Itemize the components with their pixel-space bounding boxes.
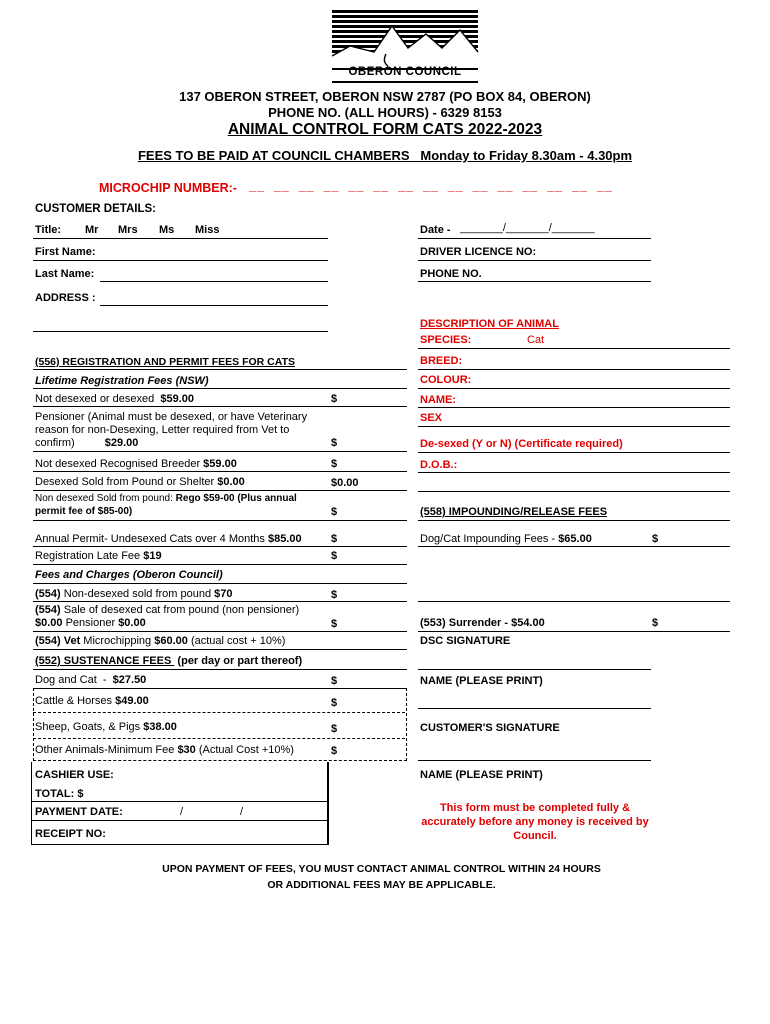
surrender-fee-amount[interactable]: $: [652, 617, 659, 629]
driver-licence-field[interactable]: [418, 260, 651, 261]
fee-554-vet-microchipping: (554) Vet Microchipping $60.00 (actual cost + 10%): [35, 635, 286, 647]
fees-charges-heading: Fees and Charges (Oberon Council): [35, 569, 223, 581]
mountains-logo-icon: [330, 8, 480, 74]
fee-non-desexed-pound-amount[interactable]: $: [331, 506, 338, 518]
fee-dog-cat-sustenance: Dog and Cat - $27.50: [35, 674, 147, 686]
logo-text: OBERON COUNCIL: [348, 66, 462, 78]
fee-breeder-amount[interactable]: $: [331, 458, 338, 470]
payment-date-slash-1: /: [180, 806, 184, 818]
fee-554-non-desexed-amount[interactable]: $: [331, 589, 338, 601]
desexed-label: De-sexed (Y or N) (Certificate required): [420, 438, 623, 450]
fee-554-sale-line2: $0.00 Pensioner $0.00: [35, 617, 146, 629]
cashier-use-heading: CASHIER USE:: [35, 769, 114, 781]
fee-late-registration-amount[interactable]: $: [331, 550, 338, 562]
dsc-name-field[interactable]: [418, 708, 651, 709]
cashier-receipt-label[interactable]: RECEIPT NO:: [35, 828, 106, 840]
council-phone: PHONE NO. (ALL HOURS) - 6329 8153: [268, 105, 502, 120]
species-value: Cat: [527, 334, 545, 346]
breed-field[interactable]: [418, 369, 730, 370]
fee-dog-cat-sustenance-amount[interactable]: $: [331, 675, 338, 687]
fee-sheep-goats-pigs: Sheep, Goats, & Pigs $38.00: [35, 721, 177, 733]
completion-notice: This form must be completed fully & accurately before any money is received by Council.: [421, 802, 649, 842]
fee-pensioner-line3: confirm) $29.00: [35, 437, 139, 449]
title-option-miss[interactable]: Miss: [195, 224, 220, 236]
cashier-total-label[interactable]: TOTAL: $: [35, 788, 84, 800]
microchip-label: MICROCHIP NUMBER:-: [99, 181, 237, 195]
dsc-name-print-label: NAME (PLEASE PRINT): [420, 675, 543, 687]
fee-pensioner-amount[interactable]: $: [331, 437, 338, 449]
footer-line-2: OR ADDITIONAL FEES MAY BE APPLICABLE.: [267, 879, 496, 891]
impounding-heading: (558) IMPOUNDING/RELEASE FEES: [420, 506, 608, 518]
fee-breeder: Not desexed Recognised Breeder $59.00: [35, 458, 237, 470]
sex-field[interactable]: [418, 426, 730, 427]
fee-non-desexed-pound-line1: Non desexed Sold from pound: Rego $59-00 (Plus annual: [35, 493, 297, 504]
council-address: 137 OBERON STREET, OBERON NSW 2787 (PO BOX 84, OBERON): [179, 89, 591, 104]
council-logo: [330, 8, 480, 83]
species-label: SPECIES:: [420, 334, 472, 346]
fee-pensioner-line1: Pensioner (Animal must be desexed, or have Veterinary: [35, 411, 308, 423]
fee-desexed-pound: Desexed Sold from Pound or Shelter $0.00: [35, 476, 245, 488]
registration-fees-heading: (556) REGISTRATION AND PERMIT FEES FOR CATS: [35, 356, 295, 368]
customer-signature-label: CUSTOMER'S SIGNATURE: [420, 722, 560, 734]
sustenance-fees-heading: (552) SUSTENANCE FEES (per day or part thereof): [35, 655, 303, 667]
fee-not-desexed: Not desexed or desexed $59.00: [35, 393, 195, 405]
fee-554-sale-line1: (554) Sale of desexed cat from pound (non pensioner): [35, 604, 300, 616]
fee-annual-permit-amount[interactable]: $: [331, 533, 338, 545]
sex-label: SEX: [420, 412, 443, 424]
fee-sheep-goats-pigs-amount[interactable]: $: [331, 723, 338, 735]
address-field-line2[interactable]: [33, 331, 328, 332]
dob-label: D.O.B.:: [420, 459, 458, 471]
colour-label: COLOUR:: [420, 374, 472, 386]
animal-description-heading: DESCRIPTION OF ANIMAL: [420, 318, 559, 330]
fee-cattle-horses-amount[interactable]: $: [331, 697, 338, 709]
impounding-fee-amount[interactable]: $: [652, 533, 659, 545]
address-field[interactable]: [100, 305, 328, 306]
dob-field[interactable]: [418, 472, 730, 473]
impounding-fee: Dog/Cat Impounding Fees - $65.00: [420, 533, 592, 545]
fee-desexed-pound-amount: $0.00: [331, 477, 359, 489]
driver-licence-label: DRIVER LICENCE NO:: [420, 246, 537, 258]
fee-annual-permit: Annual Permit- Undesexed Cats over 4 Months $85.00: [35, 533, 302, 545]
fee-other-animals-amount[interactable]: $: [331, 745, 338, 757]
phone-label: PHONE NO.: [420, 268, 482, 280]
last-name-field[interactable]: [100, 281, 328, 282]
cashier-payment-date-label[interactable]: PAYMENT DATE:: [35, 806, 123, 818]
customer-name-print-label: NAME (PLEASE PRINT): [420, 769, 543, 781]
title-label: Title:: [35, 224, 62, 236]
customer-signature-field[interactable]: [418, 760, 651, 761]
breed-label: BREED:: [420, 355, 463, 367]
fee-cattle-horses: Cattle & Horses $49.00: [35, 695, 149, 707]
colour-field[interactable]: [418, 388, 730, 389]
date-field[interactable]: _______/_______/_______: [460, 222, 595, 234]
fee-554-non-desexed: (554) Non-desexed sold from pound $70: [35, 588, 233, 600]
first-name-field[interactable]: [33, 260, 328, 261]
payment-date-slash-2: /: [240, 806, 244, 818]
form-title: ANIMAL CONTROL FORM CATS 2022-2023: [227, 121, 543, 138]
fee-other-animals: Other Animals-Minimum Fee $30 (Actual Cost +10%): [35, 744, 294, 756]
dsc-signature-label: DSC SIGNATURE: [420, 635, 511, 647]
fee-not-desexed-amount[interactable]: $: [331, 393, 338, 405]
lifetime-registration-heading: Lifetime Registration Fees (NSW): [35, 375, 209, 387]
fee-pensioner-line2: reason for non-Desexing, Letter required from Vet to: [35, 424, 290, 436]
footer-line-1: UPON PAYMENT OF FEES, YOU MUST CONTACT ANIMAL CONTROL WITHIN 24 HOURS: [162, 863, 601, 875]
fee-non-desexed-pound-line2: permit fee of $85-00): [35, 506, 133, 517]
fees-payment-line: FEES TO BE PAID AT COUNCIL CHAMBERS Monday to Friday 8.30am - 4.30pm: [137, 148, 633, 163]
animal-name-label: NAME:: [420, 394, 457, 406]
title-option-mr[interactable]: Mr: [85, 224, 99, 236]
last-name-label: Last Name:: [35, 268, 95, 280]
title-option-mrs[interactable]: Mrs: [118, 224, 138, 236]
dsc-signature-field[interactable]: [418, 669, 651, 670]
microchip-number-field[interactable]: __ __ __ __ __ __ __ __ __ __ __ __ __ __ __: [249, 179, 613, 193]
animal-name-field[interactable]: [418, 407, 730, 408]
address-label: ADDRESS :: [35, 292, 96, 304]
fee-554-sale-amount[interactable]: $: [331, 618, 338, 630]
fee-late-registration: Registration Late Fee $19: [35, 550, 162, 562]
first-name-label: First Name:: [35, 246, 96, 258]
date-label: Date -: [420, 224, 451, 236]
title-option-ms[interactable]: Ms: [159, 224, 175, 236]
desexed-field[interactable]: [418, 452, 730, 453]
phone-field[interactable]: [418, 281, 651, 282]
surrender-fee: (553) Surrender - $54.00: [420, 617, 545, 629]
customer-details-heading: CUSTOMER DETAILS:: [35, 203, 156, 215]
